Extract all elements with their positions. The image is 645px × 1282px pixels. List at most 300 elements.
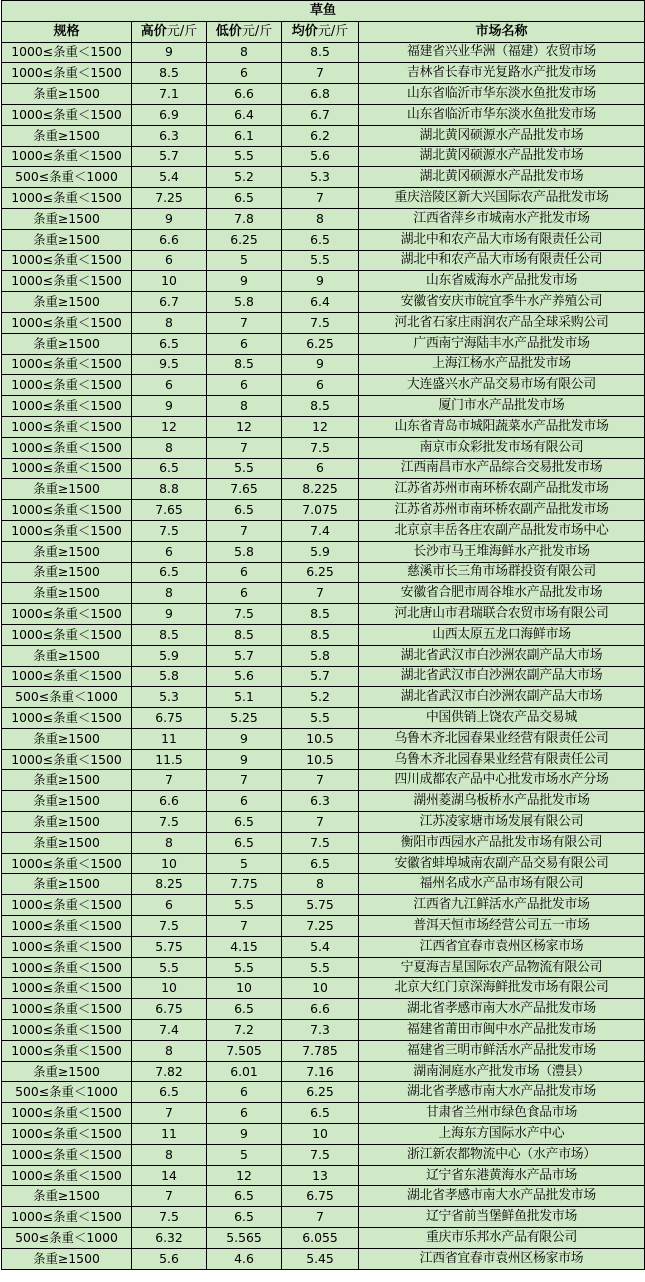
cell-avg-price: 7.16: [282, 1061, 359, 1082]
cell-low-price: 7: [207, 770, 282, 791]
cell-avg-price: 7.5: [282, 832, 359, 853]
cell-avg-price: 5.2: [282, 687, 359, 708]
cell-avg-price: 7.075: [282, 500, 359, 521]
cell-market: 上海东方国际水产中心: [359, 1124, 645, 1145]
cell-low-price: 6: [207, 1103, 282, 1124]
cell-high-price: 7: [132, 1103, 207, 1124]
table-row: [2, 271, 645, 292]
cell-high-price: 8: [132, 583, 207, 604]
cell-avg-price: 6.25: [282, 1082, 359, 1103]
cell-avg-price: 5.9: [282, 541, 359, 562]
cell-market: 辽宁省东港黄海水产品市场: [359, 1165, 645, 1186]
table-row: [2, 250, 645, 271]
cell-spec: 1000≤条重＜1500: [2, 458, 132, 479]
cell-market: 湖北省武汉市白沙洲农副产品大市场: [359, 666, 645, 687]
cell-spec: 1000≤条重＜1500: [2, 624, 132, 645]
cell-spec: 条重≥1500: [2, 583, 132, 604]
cell-spec: 条重≥1500: [2, 791, 132, 812]
table-row: [2, 1144, 645, 1165]
cell-market: 湖南洞庭水产批发市场（澧县）: [359, 1061, 645, 1082]
cell-low-price: 7: [207, 520, 282, 541]
header-avg-price-label: 均价: [291, 23, 318, 39]
cell-spec: 条重≥1500: [2, 125, 132, 146]
table-row: [2, 812, 645, 833]
header-spec: 规格: [2, 21, 132, 42]
cell-spec: 500≤条重＜1000: [2, 1228, 132, 1249]
cell-low-price: 8.5: [207, 354, 282, 375]
cell-spec: 条重≥1500: [2, 229, 132, 250]
cell-low-price: 5.5: [207, 957, 282, 978]
table-row: [2, 936, 645, 957]
cell-avg-price: 13: [282, 1165, 359, 1186]
cell-market: 江西省宜春市袁州区杨家市场: [359, 936, 645, 957]
cell-spec: 1000≤条重＜1500: [2, 500, 132, 521]
cell-market: 福建省莆田市闽中水产品批发市场: [359, 1020, 645, 1041]
cell-high-price: 9: [132, 396, 207, 417]
cell-spec: 1000≤条重＜1500: [2, 396, 132, 417]
cell-market: 北京大红门京深海鲜批发市场有限公司: [359, 978, 645, 999]
cell-market: 福州名成水产品市场有限公司: [359, 874, 645, 895]
cell-low-price: 6.01: [207, 1061, 282, 1082]
cell-high-price: 5.9: [132, 645, 207, 666]
cell-avg-price: 8.5: [282, 604, 359, 625]
cell-avg-price: 7: [282, 188, 359, 209]
table-row: [2, 1165, 645, 1186]
cell-spec: 1000≤条重＜1500: [2, 1103, 132, 1124]
cell-high-price: 5.8: [132, 666, 207, 687]
cell-market: 大连盛兴水产品交易市场有限公司: [359, 375, 645, 396]
cell-spec: 1000≤条重＜1500: [2, 416, 132, 437]
header-low-price-label: 低价: [215, 23, 242, 39]
cell-high-price: 5.75: [132, 936, 207, 957]
cell-spec: 500≤条重＜1000: [2, 1082, 132, 1103]
table-row: [2, 42, 645, 63]
cell-spec: 1000≤条重＜1500: [2, 749, 132, 770]
table-row: [2, 874, 645, 895]
cell-avg-price: 10: [282, 978, 359, 999]
cell-low-price: 5.1: [207, 687, 282, 708]
cell-avg-price: 10.5: [282, 728, 359, 749]
cell-market: 湖北省孝感市南大水产品批发市场: [359, 999, 645, 1020]
cell-low-price: 8.5: [207, 624, 282, 645]
cell-avg-price: 7.5: [282, 1144, 359, 1165]
cell-avg-price: 6.5: [282, 1103, 359, 1124]
table-row: [2, 63, 645, 84]
cell-market: 山西太原五龙口海鲜市场: [359, 624, 645, 645]
cell-market: 乌鲁木齐北园春果业经营有限责任公司: [359, 749, 645, 770]
table-row: [2, 541, 645, 562]
cell-high-price: 6.5: [132, 1082, 207, 1103]
cell-spec: 1000≤条重＜1500: [2, 957, 132, 978]
cell-high-price: 6.7: [132, 292, 207, 313]
cell-low-price: 6: [207, 583, 282, 604]
cell-high-price: 6: [132, 250, 207, 271]
cell-market: 湖北省武汉市白沙洲农副产品大市场: [359, 687, 645, 708]
cell-avg-price: 6.25: [282, 562, 359, 583]
cell-market: 湖北省孝感市南大水产品批发市场: [359, 1186, 645, 1207]
cell-spec: 1000≤条重＜1500: [2, 1020, 132, 1041]
cell-market: 江西南昌市水产品综合交易批发市场: [359, 458, 645, 479]
cell-high-price: 9: [132, 208, 207, 229]
cell-avg-price: 6: [282, 375, 359, 396]
cell-low-price: 6: [207, 333, 282, 354]
table-row: [2, 292, 645, 313]
cell-market: 乌鲁木齐北园春果业经营有限责任公司: [359, 728, 645, 749]
cell-market: 重庆市乐邦水产品有限公司: [359, 1228, 645, 1249]
cell-high-price: 7.5: [132, 520, 207, 541]
header-high-price: [132, 21, 207, 42]
cell-low-price: 5.5: [207, 895, 282, 916]
cell-high-price: 6.6: [132, 229, 207, 250]
cell-avg-price: 9: [282, 271, 359, 292]
cell-low-price: 5.7: [207, 645, 282, 666]
cell-avg-price: 7: [282, 63, 359, 84]
cell-market: 湖北黄冈硕源水产品批发市场: [359, 125, 645, 146]
cell-avg-price: 5.4: [282, 936, 359, 957]
cell-low-price: 9: [207, 1124, 282, 1145]
cell-market: 普洱天恒市场经营公司五一市场: [359, 916, 645, 937]
cell-high-price: 14: [132, 1165, 207, 1186]
cell-low-price: 7.8: [207, 208, 282, 229]
cell-spec: 条重≥1500: [2, 1186, 132, 1207]
cell-low-price: 8: [207, 42, 282, 63]
cell-low-price: 6: [207, 562, 282, 583]
cell-high-price: 11.5: [132, 749, 207, 770]
cell-high-price: 6.5: [132, 333, 207, 354]
table-row: [2, 416, 645, 437]
cell-high-price: 10: [132, 271, 207, 292]
table-row: [2, 749, 645, 770]
cell-high-price: 6.75: [132, 999, 207, 1020]
cell-spec: 条重≥1500: [2, 874, 132, 895]
cell-avg-price: 8.5: [282, 624, 359, 645]
table-row: [2, 146, 645, 167]
cell-market: 湖北黄冈硕源水产品批发市场: [359, 167, 645, 188]
table-row: [2, 333, 645, 354]
cell-market: 长沙市马王堆海鲜水产批发市场: [359, 541, 645, 562]
cell-high-price: 7.5: [132, 1207, 207, 1228]
cell-low-price: 5.5: [207, 458, 282, 479]
cell-market: 湖北黄冈硕源水产品批发市场: [359, 146, 645, 167]
cell-high-price: 5.5: [132, 957, 207, 978]
cell-high-price: 8: [132, 1144, 207, 1165]
cell-avg-price: 8.5: [282, 42, 359, 63]
table-row: [2, 188, 645, 209]
cell-low-price: 5: [207, 1144, 282, 1165]
cell-avg-price: 12: [282, 416, 359, 437]
cell-avg-price: 10.5: [282, 749, 359, 770]
cell-market: 慈溪市长三角市场群投资有限公司: [359, 562, 645, 583]
cell-spec: 条重≥1500: [2, 562, 132, 583]
cell-avg-price: 5.75: [282, 895, 359, 916]
cell-market: 北京京丰岳各庄农副产品批发市场中心: [359, 520, 645, 541]
table-row: [2, 728, 645, 749]
cell-high-price: 10: [132, 978, 207, 999]
cell-high-price: 8: [132, 312, 207, 333]
cell-market: 浙江新农都物流中心（水产市场）: [359, 1144, 645, 1165]
cell-high-price: 9.5: [132, 354, 207, 375]
cell-spec: 1000≤条重＜1500: [2, 1165, 132, 1186]
cell-high-price: 8.5: [132, 624, 207, 645]
cell-spec: 1000≤条重＜1500: [2, 271, 132, 292]
table-row: [2, 354, 645, 375]
cell-high-price: 5.6: [132, 1248, 207, 1269]
cell-low-price: 4.6: [207, 1248, 282, 1269]
header-avg-price: [282, 21, 359, 42]
cell-high-price: 7.82: [132, 1061, 207, 1082]
cell-market: 上海江杨水产品批发市场: [359, 354, 645, 375]
table-row: [2, 895, 645, 916]
table-row: [2, 520, 645, 541]
cell-low-price: 7.5: [207, 604, 282, 625]
cell-avg-price: 5.3: [282, 167, 359, 188]
cell-high-price: 7.5: [132, 812, 207, 833]
table-row: [2, 500, 645, 521]
cell-avg-price: 8: [282, 874, 359, 895]
cell-spec: 条重≥1500: [2, 645, 132, 666]
table-row: [2, 1020, 645, 1041]
cell-spec: 条重≥1500: [2, 292, 132, 313]
cell-low-price: 9: [207, 728, 282, 749]
table-row: [2, 229, 645, 250]
cell-avg-price: 5.5: [282, 250, 359, 271]
table-row: [2, 999, 645, 1020]
table-row: [2, 583, 645, 604]
cell-high-price: 8: [132, 1040, 207, 1061]
table-row: [2, 437, 645, 458]
cell-low-price: 4.15: [207, 936, 282, 957]
table-row: [2, 104, 645, 125]
cell-market: 吉林省长春市光复路水产批发市场: [359, 63, 645, 84]
cell-avg-price: 7: [282, 583, 359, 604]
cell-avg-price: 6.75: [282, 1186, 359, 1207]
table-row: [2, 375, 645, 396]
cell-high-price: 7: [132, 770, 207, 791]
cell-avg-price: 6.25: [282, 333, 359, 354]
cell-market: 安徽省安庆市皖宜季牛水产养殖公司: [359, 292, 645, 313]
cell-avg-price: 5.8: [282, 645, 359, 666]
cell-high-price: 11: [132, 728, 207, 749]
cell-spec: 条重≥1500: [2, 208, 132, 229]
cell-avg-price: 8.225: [282, 479, 359, 500]
cell-avg-price: 5.6: [282, 146, 359, 167]
table-row: [2, 1228, 645, 1249]
cell-market: 江苏省苏州市南环桥农副产品批发市场: [359, 479, 645, 500]
cell-market: 江苏省苏州市南环桥农副产品批发市场: [359, 500, 645, 521]
cell-spec: 条重≥1500: [2, 333, 132, 354]
cell-spec: 1000≤条重＜1500: [2, 853, 132, 874]
cell-low-price: 5: [207, 250, 282, 271]
cell-low-price: 6: [207, 1082, 282, 1103]
cell-spec: 1000≤条重＜1500: [2, 666, 132, 687]
cell-market: 衡阳市西园水产品批发市场有限公司: [359, 832, 645, 853]
cell-low-price: 6.5: [207, 999, 282, 1020]
cell-high-price: 7.1: [132, 84, 207, 105]
cell-market: 甘肃省兰州市绿色食品市场: [359, 1103, 645, 1124]
cell-spec: 1000≤条重＜1500: [2, 146, 132, 167]
cell-market: 河北省石家庄雨润农产品全球采购公司: [359, 312, 645, 333]
cell-spec: 1000≤条重＜1500: [2, 978, 132, 999]
cell-spec: 1000≤条重＜1500: [2, 1124, 132, 1145]
cell-high-price: 5.7: [132, 146, 207, 167]
header-market: 市场名称: [359, 21, 645, 42]
table-row: [2, 687, 645, 708]
table-row: [2, 1207, 645, 1228]
header-row: [2, 21, 645, 42]
title-row: [2, 1, 645, 22]
cell-low-price: 5.8: [207, 292, 282, 313]
cell-low-price: 6.5: [207, 1207, 282, 1228]
cell-low-price: 5.8: [207, 541, 282, 562]
cell-spec: 1000≤条重＜1500: [2, 312, 132, 333]
cell-spec: 1000≤条重＜1500: [2, 895, 132, 916]
cell-low-price: 6.5: [207, 188, 282, 209]
cell-market: 山东省青岛市城阳蔬菜水产品批发市场: [359, 416, 645, 437]
cell-low-price: 6.6: [207, 84, 282, 105]
table-row: [2, 479, 645, 500]
cell-high-price: 8.5: [132, 63, 207, 84]
cell-avg-price: 10: [282, 1124, 359, 1145]
table-row: [2, 84, 645, 105]
cell-spec: 1000≤条重＜1500: [2, 708, 132, 729]
cell-spec: 1000≤条重＜1500: [2, 1040, 132, 1061]
cell-avg-price: 6.3: [282, 791, 359, 812]
cell-avg-price: 7.25: [282, 916, 359, 937]
cell-low-price: 12: [207, 1165, 282, 1186]
cell-low-price: 7.65: [207, 479, 282, 500]
cell-spec: 条重≥1500: [2, 832, 132, 853]
cell-high-price: 9: [132, 42, 207, 63]
cell-high-price: 6.6: [132, 791, 207, 812]
cell-market: 江西省九江鲜活水产品批发市场: [359, 895, 645, 916]
cell-spec: 条重≥1500: [2, 812, 132, 833]
cell-avg-price: 6.4: [282, 292, 359, 313]
cell-high-price: 6.5: [132, 562, 207, 583]
table-body: [2, 42, 645, 1269]
cell-market: 安徽省合肥市周谷堆水产品批发市场: [359, 583, 645, 604]
cell-avg-price: 6.7: [282, 104, 359, 125]
cell-low-price: 7: [207, 437, 282, 458]
cell-avg-price: 9: [282, 354, 359, 375]
table-row: [2, 458, 645, 479]
cell-spec: 条重≥1500: [2, 479, 132, 500]
table-row: [2, 1186, 645, 1207]
cell-market: 河北唐山市君瑞联合农贸市场有限公司: [359, 604, 645, 625]
table-row: [2, 791, 645, 812]
table-row: [2, 562, 645, 583]
cell-spec: 1000≤条重＜1500: [2, 354, 132, 375]
cell-low-price: 9: [207, 749, 282, 770]
cell-market: 湖北中和农产品大市场有限责任公司: [359, 229, 645, 250]
cell-market: 湖北省孝感市南大水产品批发市场: [359, 1082, 645, 1103]
table-row: [2, 1248, 645, 1269]
cell-high-price: 6.75: [132, 708, 207, 729]
table-row: [2, 396, 645, 417]
cell-spec: 1000≤条重＜1500: [2, 1207, 132, 1228]
table-title: 草鱼: [2, 1, 645, 22]
cell-avg-price: 5.5: [282, 708, 359, 729]
table-row: [2, 1103, 645, 1124]
cell-high-price: 11: [132, 1124, 207, 1145]
cell-low-price: 7: [207, 312, 282, 333]
table-row: [2, 1061, 645, 1082]
cell-market: 湖北省武汉市白沙洲农副产品大市场: [359, 645, 645, 666]
cell-low-price: 7.75: [207, 874, 282, 895]
cell-market: 湖州菱湖乌板桥水产品批发市场: [359, 791, 645, 812]
cell-low-price: 6: [207, 791, 282, 812]
cell-avg-price: 7.5: [282, 312, 359, 333]
cell-high-price: 8.25: [132, 874, 207, 895]
table-row: [2, 832, 645, 853]
cell-low-price: 6: [207, 375, 282, 396]
header-low-price: [207, 21, 282, 42]
cell-spec: 条重≥1500: [2, 728, 132, 749]
cell-market: 山东省临沂市华东淡水鱼批发市场: [359, 84, 645, 105]
cell-spec: 条重≥1500: [2, 1248, 132, 1269]
cell-spec: 1000≤条重＜1500: [2, 104, 132, 125]
cell-low-price: 6.25: [207, 229, 282, 250]
table-row: [2, 312, 645, 333]
cell-market: 厦门市水产品批发市场: [359, 396, 645, 417]
cell-market: 江西省萍乡市城南水产批发市场: [359, 208, 645, 229]
table-row: [2, 770, 645, 791]
cell-market: 福建省三明市鲜活水产品批发市场: [359, 1040, 645, 1061]
cell-spec: 1000≤条重＜1500: [2, 520, 132, 541]
cell-market: 宁夏海吉星国际农产品物流有限公司: [359, 957, 645, 978]
cell-spec: 500≤条重＜1000: [2, 167, 132, 188]
cell-high-price: 6.5: [132, 458, 207, 479]
table-row: [2, 957, 645, 978]
cell-low-price: 8: [207, 396, 282, 417]
cell-high-price: 5.3: [132, 687, 207, 708]
cell-avg-price: 8: [282, 208, 359, 229]
cell-spec: 条重≥1500: [2, 541, 132, 562]
cell-high-price: 7.65: [132, 500, 207, 521]
cell-high-price: 8: [132, 832, 207, 853]
cell-market: 江苏凌家塘市场发展有限公司: [359, 812, 645, 833]
cell-avg-price: 5.45: [282, 1248, 359, 1269]
cell-spec: 500≤条重＜1000: [2, 687, 132, 708]
cell-high-price: 9: [132, 604, 207, 625]
header-low-price-unit: 元/斤: [241, 23, 273, 39]
cell-low-price: 10: [207, 978, 282, 999]
header-high-price-unit: 元/斤: [166, 23, 198, 39]
cell-market: 中国供销上饶农产品交易城: [359, 708, 645, 729]
cell-market: 湖北中和农产品大市场有限责任公司: [359, 250, 645, 271]
cell-spec: 1000≤条重＜1500: [2, 936, 132, 957]
cell-low-price: 6.4: [207, 104, 282, 125]
table-row: [2, 125, 645, 146]
cell-low-price: 6: [207, 63, 282, 84]
cell-avg-price: 7.3: [282, 1020, 359, 1041]
cell-high-price: 7.5: [132, 916, 207, 937]
cell-low-price: 6.5: [207, 500, 282, 521]
cell-high-price: 6: [132, 895, 207, 916]
header-avg-price-unit: 元/斤: [317, 23, 349, 39]
cell-spec: 1000≤条重＜1500: [2, 63, 132, 84]
cell-avg-price: 7: [282, 770, 359, 791]
cell-avg-price: 5.5: [282, 957, 359, 978]
cell-avg-price: 6.8: [282, 84, 359, 105]
cell-market: 重庆涪陵区新大兴国际农产品批发市场: [359, 188, 645, 209]
cell-high-price: 7.25: [132, 188, 207, 209]
cell-low-price: 5.565: [207, 1228, 282, 1249]
cell-high-price: 6.9: [132, 104, 207, 125]
cell-avg-price: 6.5: [282, 853, 359, 874]
cell-avg-price: 7: [282, 1207, 359, 1228]
table-row: [2, 1082, 645, 1103]
cell-spec: 条重≥1500: [2, 84, 132, 105]
